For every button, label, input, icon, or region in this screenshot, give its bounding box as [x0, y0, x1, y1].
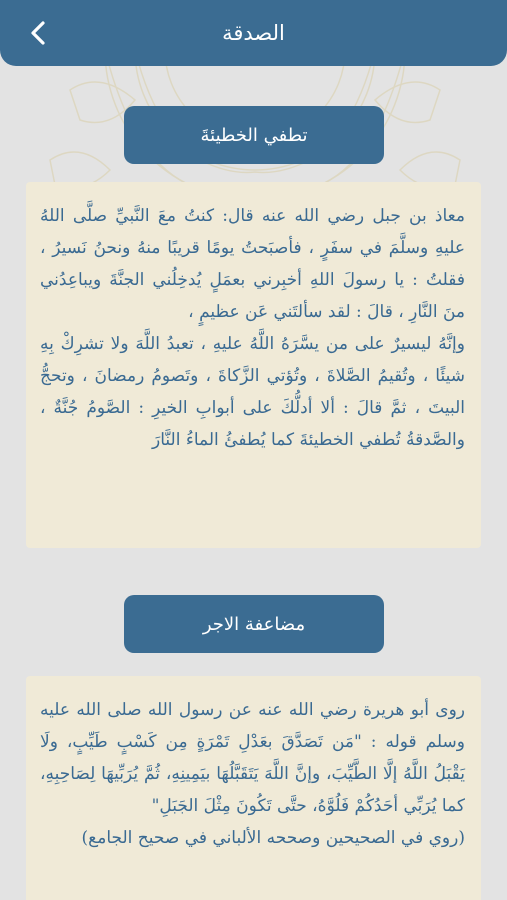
hadith-card-extinguish-sin: [26, 182, 481, 548]
section-button-label: تطفي الخطيئةَ: [200, 124, 308, 146]
hadith-source: (روي في الصحيحين وصححه الألباني في صحيح الجامع): [81, 828, 465, 848]
hadith-paragraph: معاذ بن جبل رضي الله عنه قال: كنتُ معَ النَّبيِّ صلَّى اللهُ عليهِ وسلَّمَ في سفَرٍ ، فأصبَحتُ يومًا قريبًا منهُ ونحنُ نَسيرُ ، فقلتُ : يا رسولَ اللهِ أخبِرني بعمَلٍ يُدخِلُني الجنَّةَ ويباعِدُني منَ النَّارِ ، قالَ : لقد سألتَني عَن عظيمٍ ،: [40, 206, 465, 322]
section-button-label: مضاعفة الاجر: [202, 613, 306, 635]
section-button-extinguish-sin[interactable]: [124, 106, 384, 164]
hadith-paragraph: روى أبو هريرة رضي الله عنه عن رسول الله صلى الله عليه وسلم قوله : "مَن تَصَدَّقَ بعَدْلِ تَمْرَةٍ مِن كَسْبٍ طَيِّبٍ، ولَا يَقْبَلُ اللَّهُ إلَّا الطَّيِّبَ، وإنَّ اللَّهَ يَتَقَبَّلُهَا بيَمِينِهِ، ثُمَّ يُرَبِّيهَا لِصَاحِبِهِ، كما يُرَبِّي أحَدُكُمْ فَلُوَّهُ، حتَّى تَكُونَ مِثْلَ الجَبَلِ": [40, 700, 465, 816]
section-button-multiply-reward[interactable]: [124, 595, 384, 653]
back-button[interactable]: [28, 20, 50, 46]
chevron-left-icon: [28, 20, 50, 46]
app-header: [0, 0, 507, 66]
hadith-card-multiply-reward: [26, 676, 481, 900]
page-title: الصدقة: [222, 21, 285, 45]
hadith-paragraph: وإنَّهُ ليسيرٌ على من يسَّرَهُ اللَّهُ عليهِ ، تعبدُ اللَّهَ ولا تشرِكْ بِهِ شيئًا ، وتُقيمُ الصَّلاةَ ، وتُؤتي الزَّكاةَ ، وتَصومُ رمضانَ ، وتحجُّ البيتَ ، ثمَّ قالَ : ألا أدلُّكَ على أبوابِ الخيرِ : الصَّومُ جُنَّةٌ ، والصَّدقةُ تُطفي الخطيئةَ كما يُطفئُ الماءُ النَّارَ: [40, 334, 465, 450]
